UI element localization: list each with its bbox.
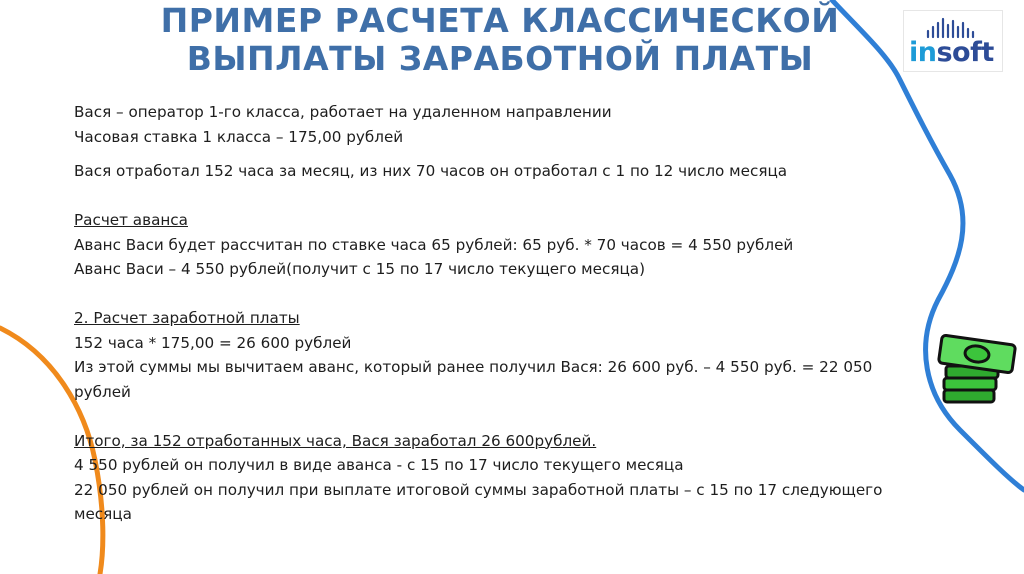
total-line-1: 4 550 рублей он получил в виде аванса - с 15 по 17 число текущего месяца <box>74 456 684 474</box>
money-stack-icon <box>932 334 1024 416</box>
intro-line-1: Вася – оператор 1-го класса, работает на удаленном направлении <box>74 103 612 121</box>
worked-hours-line: Вася отработал 152 часа за месяц, из них 70 часов он отработал с 1 по 12 число месяца <box>74 162 788 180</box>
title-line-2: ВЫПЛАТЫ ЗАРАБОТНОЙ ПЛАТЫ <box>186 39 814 78</box>
sound-bars-icon <box>926 17 982 39</box>
logo-wordmark: insoft <box>909 37 994 68</box>
title-line-1: ПРИМЕР РАСЧЕТА КЛАССИЧЕСКОЙ <box>160 1 840 40</box>
content-body <box>74 100 974 527</box>
page-title <box>150 2 850 78</box>
salary-line-3: рублей <box>74 382 131 401</box>
advance-line-1: Аванс Васи будет рассчитан по ставке часа 65 рублей: 65 руб. * 70 часов = 4 550 рублей <box>74 235 794 254</box>
total-heading: Итого, за 152 отработанных часа, Вася заработал 26 600рублей. <box>74 431 597 450</box>
total-line-3: месяца <box>74 505 132 523</box>
intro-line-2: Часовая ставка 1 класса – 175,00 рублей <box>74 127 404 146</box>
salary-line-2: Из этой суммы мы вычитаем аванс, который ранее получил Вася: 26 600 руб. – 4 550 руб. = 22 050 <box>74 358 873 376</box>
advance-heading: Расчет аванса <box>74 211 188 229</box>
total-line-2: 22 050 рублей он получил при выплате итоговой суммы заработной платы – с 15 по 17 следующего <box>74 480 883 499</box>
insoft-logo <box>903 10 1003 72</box>
salary-line-1: 152 часа * 175,00 = 26 600 рублей <box>74 333 352 352</box>
advance-line-2: Аванс Васи – 4 550 рублей(получит с 15 по 17 число текущего месяца) <box>74 260 646 278</box>
salary-heading: 2. Расчет заработной платы <box>74 309 300 327</box>
